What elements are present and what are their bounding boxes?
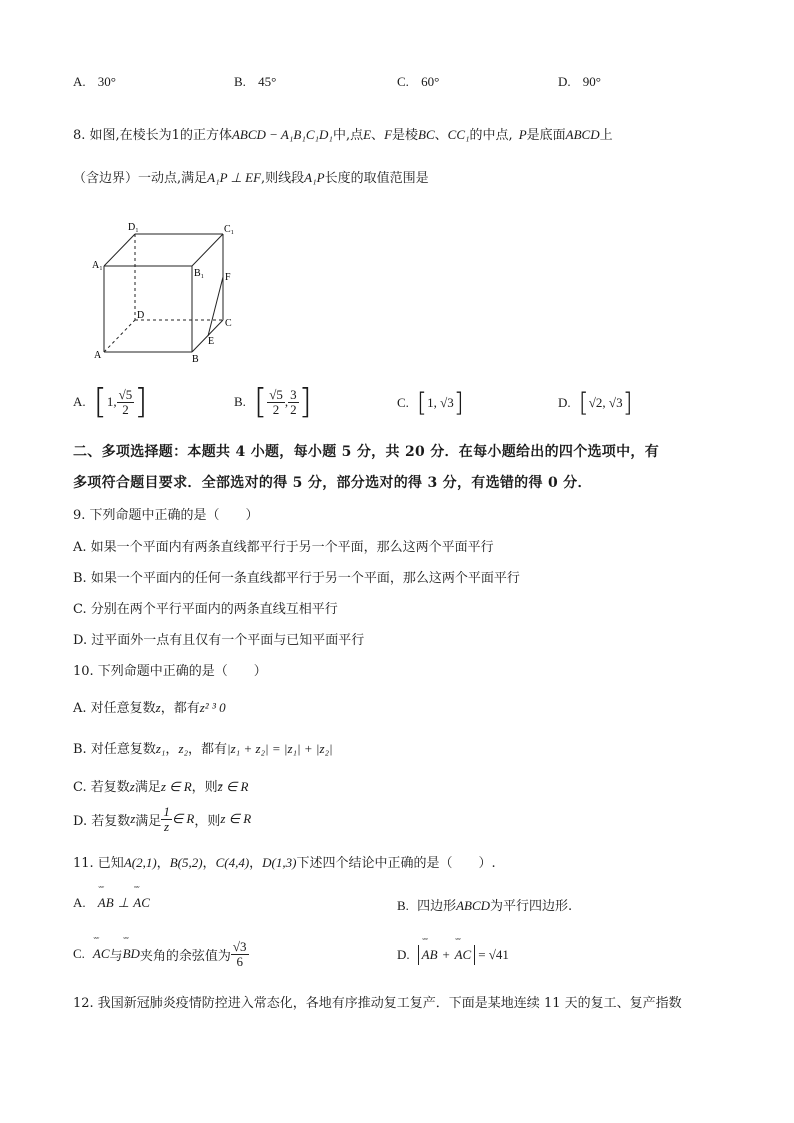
denominator: 2 bbox=[272, 401, 280, 417]
math: z̄ ∈ R bbox=[217, 779, 249, 794]
q10-option-b bbox=[73, 738, 333, 757]
q8-stem-line1 bbox=[73, 124, 613, 143]
math: z bbox=[129, 779, 135, 794]
bracket-left: [ bbox=[93, 382, 107, 422]
math: z² ³ 0 bbox=[199, 700, 226, 715]
q10-option-a bbox=[73, 697, 226, 716]
math: z bbox=[155, 700, 161, 715]
fraction bbox=[267, 388, 285, 416]
math: 1, √3 bbox=[427, 395, 454, 410]
math: CC₁ bbox=[447, 127, 470, 142]
bracket-right: ] bbox=[298, 382, 312, 422]
bracket-right: ] bbox=[134, 382, 148, 422]
option-label: C. bbox=[397, 395, 409, 410]
magnitude bbox=[418, 945, 476, 965]
text: 是棱 bbox=[392, 128, 419, 143]
text: ，则 bbox=[194, 813, 221, 829]
option-label: C. bbox=[73, 946, 85, 961]
vector: ˇˇˇ AB bbox=[98, 895, 114, 911]
math: F bbox=[384, 127, 393, 142]
math: C(4,4) bbox=[215, 855, 250, 870]
text: ， bbox=[156, 856, 170, 871]
vector: ˇˇˇ AC bbox=[133, 895, 150, 911]
numerator: √5 bbox=[118, 386, 133, 402]
option-label: A. bbox=[73, 394, 86, 409]
cube-label-a: A bbox=[94, 350, 102, 361]
bracket-right: ] bbox=[622, 388, 633, 418]
option-value: 30° bbox=[97, 74, 116, 89]
q11-stem bbox=[73, 852, 496, 871]
fraction bbox=[288, 388, 299, 416]
option-label: C. bbox=[397, 74, 409, 89]
text: 下述四个结论中正确的是（ ）. bbox=[296, 856, 496, 871]
bracket-left: [ bbox=[253, 382, 268, 422]
text: B. 对任意复数 bbox=[73, 742, 156, 757]
option-value: 60° bbox=[421, 74, 440, 89]
math: A(2,1) bbox=[123, 855, 157, 870]
math: z₂ bbox=[178, 741, 189, 756]
q9-option-d: D. 过平面外一点有且仅有一个平面与已知平面平行 bbox=[73, 633, 365, 648]
q9-option-a: A. 如果一个平面内有两条直线都平行于另一个平面，那么这两个平面平行 bbox=[73, 540, 494, 555]
numerator: √3 bbox=[232, 938, 247, 954]
numerator: 1 bbox=[163, 803, 170, 819]
numerator: 3 bbox=[290, 386, 297, 402]
text: 为平行四边形. bbox=[490, 899, 573, 914]
math: z bbox=[130, 811, 136, 826]
q9-option-b: B. 如果一个平面内的任何一条直线都平行于另一个平面，那么这两个平面平行 bbox=[73, 571, 520, 586]
cube-label-a1: A₁ bbox=[92, 260, 103, 271]
text: D. 若复数 bbox=[73, 813, 131, 829]
text: 、 bbox=[434, 128, 448, 143]
q9-stem: 9. 下列命题中正确的是（ ） bbox=[73, 508, 259, 523]
math: z ∈ R bbox=[220, 811, 252, 826]
text: ，都有 bbox=[188, 742, 228, 757]
vector: ˇˇˇ AC bbox=[455, 947, 472, 963]
bracket-left: [ bbox=[578, 388, 589, 418]
option-value: 90° bbox=[582, 74, 601, 89]
q7-option-d bbox=[558, 74, 601, 90]
q8-option-b bbox=[234, 380, 312, 424]
cube-label-f: F bbox=[225, 272, 231, 283]
fraction bbox=[161, 805, 172, 833]
denominator: z bbox=[164, 818, 170, 834]
q11-option-d bbox=[397, 940, 509, 970]
cube-label-c: C bbox=[225, 318, 232, 329]
bracket-left: [ bbox=[416, 388, 428, 418]
cube-figure bbox=[90, 220, 250, 365]
q8-option-c bbox=[397, 386, 464, 420]
q11-option-a bbox=[73, 895, 150, 911]
text: 的中点, bbox=[469, 128, 513, 143]
cube-label-b: B bbox=[192, 354, 199, 365]
option-label: A. bbox=[73, 74, 86, 89]
fraction bbox=[117, 388, 135, 416]
math: = √41 bbox=[478, 947, 509, 962]
option-label: D. bbox=[558, 74, 571, 89]
text: 、 bbox=[371, 128, 385, 143]
math: P bbox=[518, 127, 527, 142]
q8-option-a bbox=[73, 380, 148, 424]
text: ， bbox=[202, 856, 216, 871]
text: ， bbox=[249, 856, 263, 871]
section-heading-line1: 二、多项选择题：本题共 4 小题，每小题 5 分，共 20 分．在每小题给出的四个选项中，有 bbox=[73, 444, 660, 460]
q7-option-a bbox=[73, 74, 116, 90]
text: 8. 如图,在棱长为1的正方体 bbox=[73, 128, 232, 143]
math: E bbox=[363, 127, 372, 142]
option-label: B. bbox=[234, 74, 246, 89]
option-label: D. bbox=[397, 947, 410, 962]
q8-stem-line2 bbox=[73, 167, 429, 186]
option-value: 45° bbox=[258, 74, 277, 89]
q10-option-d bbox=[73, 800, 251, 838]
math: ABCD bbox=[565, 127, 600, 142]
q7-option-c bbox=[397, 74, 439, 90]
math: |z₁ + z₂| = |z₁| + |z₂| bbox=[227, 741, 333, 756]
text: 夹角的余弦值为 bbox=[139, 948, 231, 964]
math: 1, bbox=[106, 394, 117, 409]
bracket-right: ] bbox=[453, 388, 464, 418]
q7-option-b bbox=[234, 74, 276, 90]
section-heading-line2: 多项符合题目要求．全部选对的得 5 分，部分选对的得 3 分，有选错的得 0 分． bbox=[73, 475, 592, 491]
denominator: 6 bbox=[236, 953, 243, 969]
text: 长度的取值范围是 bbox=[324, 171, 429, 186]
text: 满足 bbox=[134, 780, 161, 795]
text: 中,点 bbox=[332, 128, 364, 143]
math: A₁P bbox=[304, 170, 325, 185]
text: （含边界）一动点,满足 bbox=[73, 171, 208, 186]
math: ABCD − A₁B₁C₁D₁ bbox=[231, 127, 333, 142]
vector: ˇˇˇ AB bbox=[422, 947, 438, 963]
denominator: 2 bbox=[290, 401, 297, 417]
math: ∈ R bbox=[171, 811, 195, 826]
cube-label-b1: B₁ bbox=[194, 268, 205, 279]
cube-label-d1: D₁ bbox=[128, 222, 139, 233]
cube-label-c1: C₁ bbox=[224, 224, 235, 235]
comma: , bbox=[284, 394, 289, 409]
q11-option-b bbox=[397, 895, 572, 914]
text: 四边形 bbox=[417, 899, 457, 914]
option-label: D. bbox=[558, 395, 571, 410]
text: ,则线段 bbox=[261, 171, 305, 186]
q12-stem: 12. 我国新冠肺炎疫情防控进入常态化，各地有序推动复工复产．下面是某地连续 11 天的复工、复产指数 bbox=[73, 996, 682, 1011]
text: 是底面 bbox=[526, 128, 566, 143]
math: √2, √3 bbox=[588, 395, 623, 410]
vector: ˇˇˇ AC bbox=[93, 946, 110, 962]
math: D(1,3) bbox=[262, 855, 297, 870]
math: BC bbox=[418, 127, 435, 142]
text: ，则 bbox=[191, 780, 218, 795]
vector: ˇˇˇ BD bbox=[123, 946, 140, 962]
q10-stem: 10. 下列命题中正确的是（ ） bbox=[73, 664, 267, 679]
text: ，都有 bbox=[160, 701, 200, 716]
q8-option-d bbox=[558, 386, 633, 420]
fraction bbox=[231, 940, 249, 968]
q9-option-c: C. 分别在两个平行平面内的两条直线互相平行 bbox=[73, 602, 338, 617]
text: 11. 已知 bbox=[73, 856, 124, 871]
math: z₁ bbox=[155, 741, 166, 756]
math: ABCD bbox=[456, 898, 491, 913]
math: A₁P ⊥ EF bbox=[207, 170, 262, 185]
option-label: A. bbox=[73, 895, 86, 910]
option-label: B. bbox=[397, 898, 409, 913]
math: + bbox=[441, 947, 451, 962]
q10-option-c bbox=[73, 776, 249, 795]
text: 满足 bbox=[135, 813, 162, 829]
q11-option-c bbox=[73, 932, 249, 976]
math: ⊥ bbox=[117, 895, 130, 910]
cube-label-e: E bbox=[208, 336, 215, 347]
math: z ∈ R bbox=[160, 779, 192, 794]
math: B(5,2) bbox=[169, 855, 203, 870]
text: 与 bbox=[109, 948, 123, 964]
text: C. 若复数 bbox=[73, 780, 130, 795]
text: ， bbox=[165, 742, 179, 757]
text: A. 对任意复数 bbox=[73, 701, 156, 716]
numerator: √5 bbox=[269, 386, 283, 402]
denominator: 2 bbox=[122, 401, 129, 417]
cube-label-d: D bbox=[137, 310, 145, 321]
text: 上 bbox=[599, 128, 613, 143]
option-label: B. bbox=[234, 394, 246, 409]
